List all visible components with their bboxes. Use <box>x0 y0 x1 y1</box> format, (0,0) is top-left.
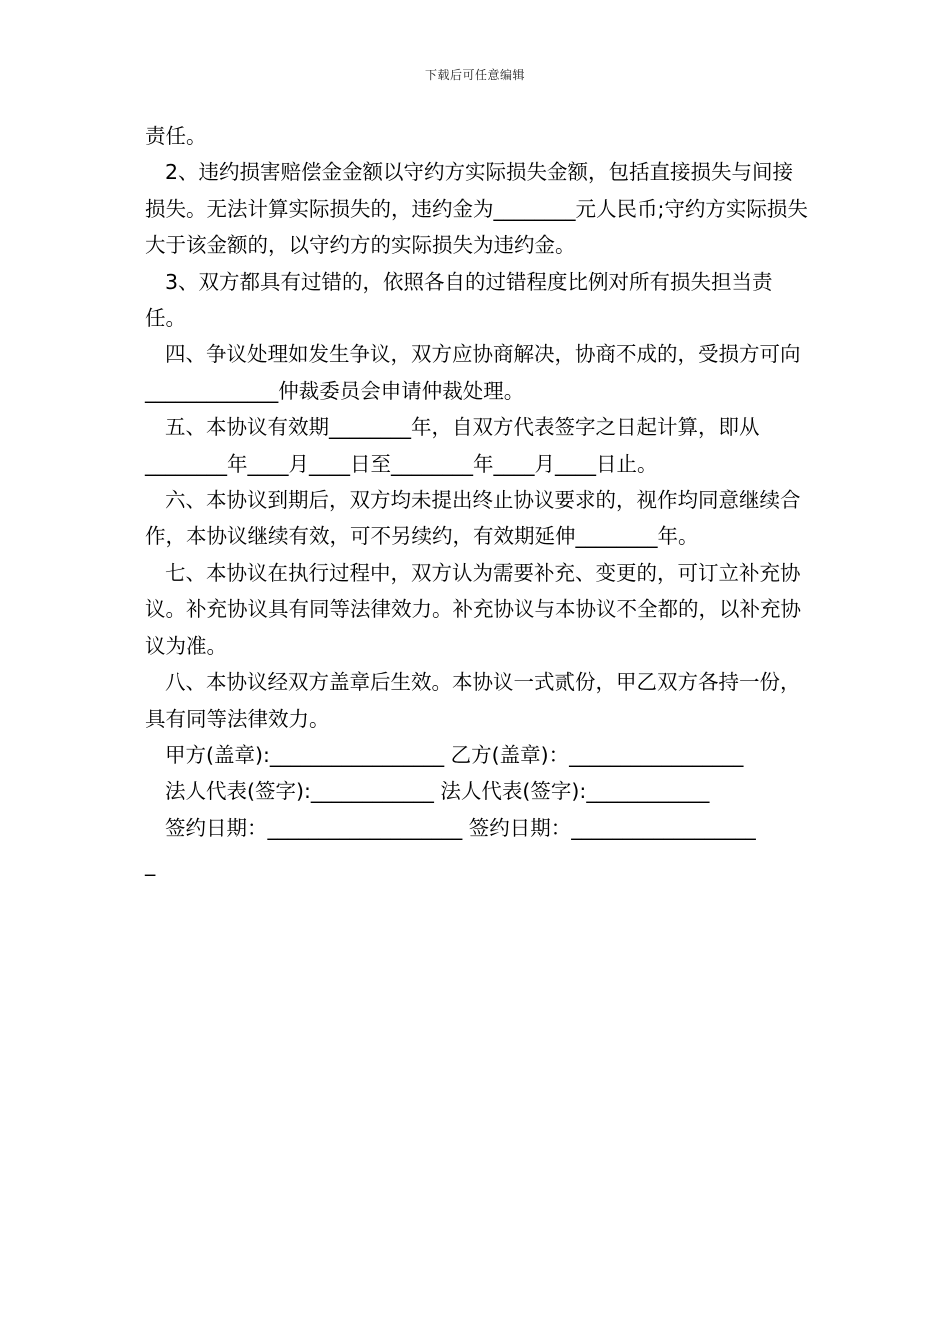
paragraph-clause-2: 2、违约损害赔偿金金额以守约方实际损失金额，包括直接损失与间接损失。无法计算实际损失的，违约金为________元人民币;守约方实际损失大于该金额的，以守约方的实际损失为违约金。 <box>145 160 808 258</box>
paragraph-continuation: 责任。 <box>145 124 207 148</box>
signature-legal-representatives[interactable]: 法人代表(签字):____________ 法人代表(签字):____________ <box>165 779 710 804</box>
blank-end-day[interactable]: ____ <box>555 451 596 476</box>
blank-start-month[interactable]: ____ <box>247 451 289 476</box>
paragraph-clause-3: 3、双方都具有过错的，依照各自的过错程度比例对所有损失担当责任。 <box>145 269 773 331</box>
trailing-underline: _ <box>145 852 156 877</box>
blank-start-year[interactable]: ________ <box>145 451 227 476</box>
signature-party-seals[interactable]: 甲方(盖章):_________________ 乙方(盖章)：_________________ <box>165 742 744 767</box>
paragraph-section-8: 八、本协议经双方盖章后生效。本协议一式贰份，甲乙双方各持一份，具有同等法律效力。 <box>145 670 801 731</box>
document-body <box>145 118 810 883</box>
blank-extension-years[interactable]: ________ <box>575 524 658 549</box>
paragraph-section-6: 六、本协议到期后，双方均未提出终止协议要求的，视作均同意继续合作，本协议继续有效，可不另续约，有效期延伸________年。 <box>145 488 801 549</box>
page-header: 下载后可任意编辑 <box>424 68 525 82</box>
blank-start-day[interactable]: ____ <box>309 451 350 476</box>
paragraph-section-4: 四、争议处理如发生争议，双方应协商解决，协商不成的，受损方可向_____________仲裁委员会申请仲裁处理。 <box>145 342 801 403</box>
blank-penalty-amount[interactable]: ________ <box>493 196 576 221</box>
paragraph-section-5: 五、本协议有效期________年，自双方代表签字之日起计算，即从________年____月____日至________年____月____日止。 <box>145 415 760 476</box>
signature-dates[interactable]: 签约日期：___________________ 签约日期：__________________ <box>165 815 756 840</box>
blank-arbitration-body[interactable]: _____________ <box>145 378 279 403</box>
blank-end-month[interactable]: ____ <box>493 451 535 476</box>
blank-validity-years[interactable]: ________ <box>329 415 411 440</box>
paragraph-section-7: 七、本协议在执行过程中，双方认为需要补充、变更的，可订立补充协议。补充协议具有同等法律效力。补充协议与本协议不全都的，以补充协议为准。 <box>145 560 801 658</box>
blank-end-year[interactable]: ________ <box>391 451 473 476</box>
